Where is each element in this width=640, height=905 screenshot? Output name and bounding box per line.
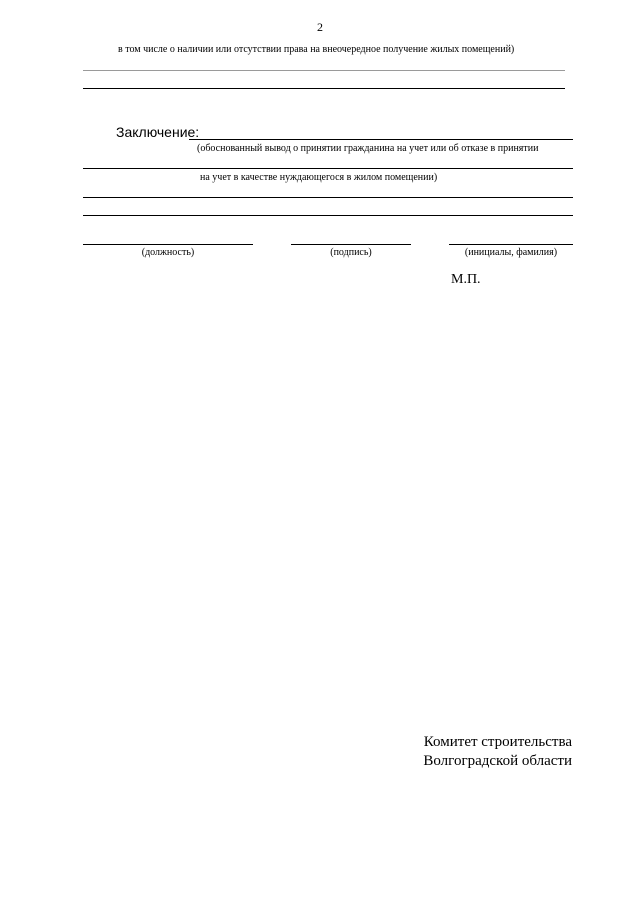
- position-line: [83, 244, 253, 245]
- page-number: 2: [317, 20, 323, 34]
- footer-line-2: Волгоградской области: [423, 753, 572, 769]
- signature-line: [291, 244, 411, 245]
- name-line: [449, 244, 573, 245]
- conclusion-label: Заключение:: [116, 124, 200, 140]
- conclusion-hint-1: (обоснованный вывод о принятии гражданина на учет или об отказе в принятии: [197, 143, 539, 154]
- fill-line-2: [83, 88, 565, 89]
- fill-line-3: [83, 168, 573, 169]
- footer-line-1: Комитет строительства: [423, 734, 572, 750]
- conclusion-fill-line: [189, 139, 573, 140]
- footer-issuer: [423, 733, 572, 771]
- continuation-hint: в том числе о наличии или отсутствии права на внеочередное получение жилых помещений): [118, 44, 515, 55]
- fill-line-4: [83, 197, 573, 198]
- fill-line-5: [83, 215, 573, 216]
- stamp-mark: М.П.: [451, 272, 481, 287]
- signature-caption: (подпись): [330, 247, 372, 258]
- fill-line-1: [83, 70, 565, 71]
- position-caption: (должность): [141, 247, 195, 258]
- name-caption: (инициалы, фамилия): [464, 247, 558, 258]
- conclusion-hint-2: на учет в качестве нуждающегося в жилом помещении): [200, 172, 438, 183]
